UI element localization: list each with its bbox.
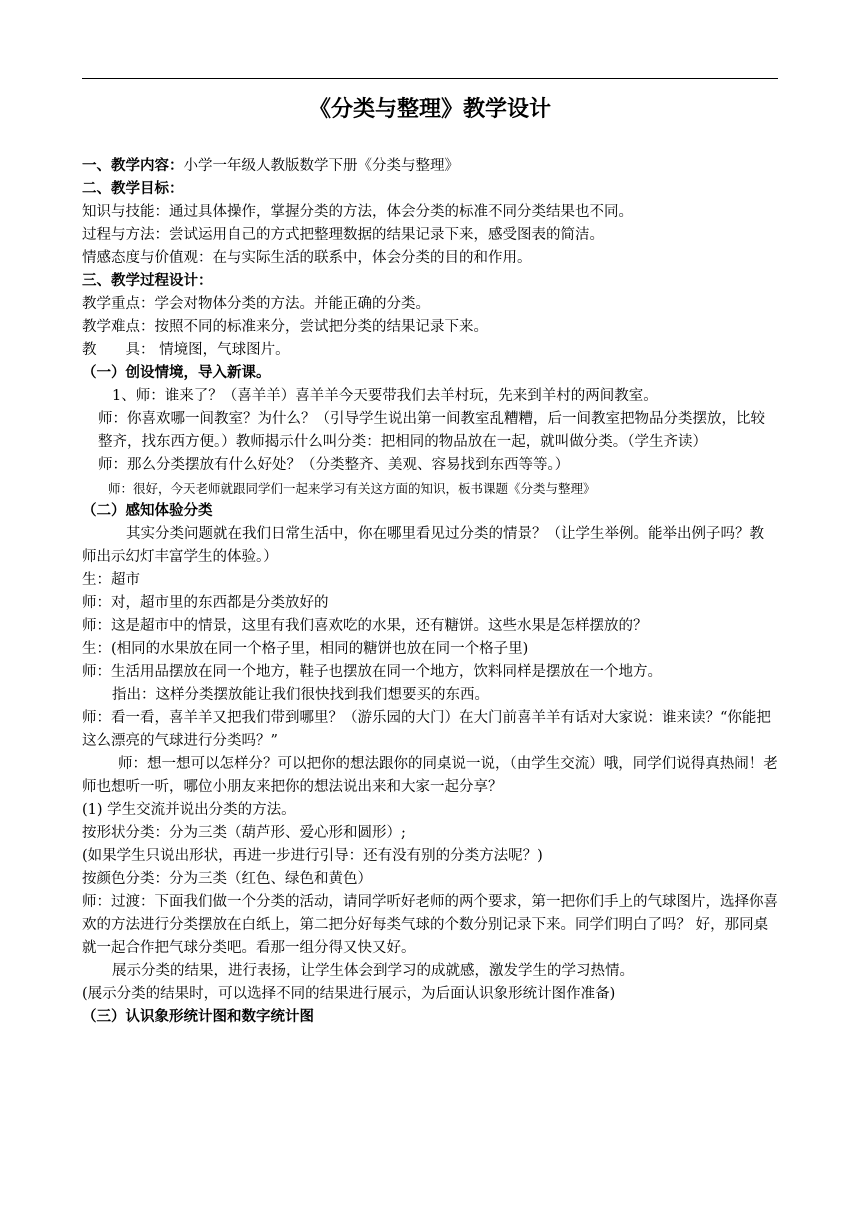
document-body xyxy=(82,155,778,1029)
section2-para-12: (如果学生只说出形状，再进一步进行引导：还有没有别的分类方法呢？) xyxy=(82,848,543,864)
line-teaching-goals: 二、教学目标： xyxy=(82,181,184,197)
section1-para-1: 1、师：谁来了？（喜羊羊）喜羊羊今天要带我们去羊村玩，先来到羊村的两间教室。 xyxy=(112,388,658,404)
section2-para-1: 其实分类问题就在我们日常生活中，你在哪里看见过分类的情景？（让学生举例。能举出例子吗？教师出示幻灯丰富学生的体验。） xyxy=(82,526,764,565)
section3-heading: （三）认识象形统计图和数字统计图 xyxy=(82,1009,314,1025)
section1-para-3: 师：那么分类摆放有什么好处？（分类整齐、美观、容易找到东西等等。） xyxy=(98,457,570,473)
section1-para-4: 师：很好，今天老师就跟同学们一起来学习有关这方面的知识，板书课题《分类与整理》 xyxy=(108,481,596,496)
line-difficulty: 教学难点：按照不同的标准来分，尝试把分类的结果记录下来。 xyxy=(82,319,488,335)
section2-heading: （二）感知体验分类 xyxy=(82,503,213,519)
section2-para-7: 指出：这样分类摆放能让我们很快找到我们想要买的东西。 xyxy=(112,687,489,703)
section2-para-2: 生：超市 xyxy=(82,572,140,588)
line-process-design: 三、教学过程设计： xyxy=(82,273,213,289)
section1-heading: （一）创设情境，导入新课。 xyxy=(82,365,271,381)
section2-para-6: 师：生活用品摆放在同一个地方，鞋子也摆放在同一个地方，饮料同样是摆放在一个地方。 xyxy=(82,664,662,680)
line-goal-knowledge: 知识与技能：通过具体操作，掌握分类的方法，体会分类的标准不同分类结果也不同。 xyxy=(82,204,633,220)
line-teaching-aids: 教 具： 情境图，气球图片。 xyxy=(82,342,290,358)
line-goal-process: 过程与方法：尝试运用自己的方式把整理数据的结果记录下来，感受图表的简洁。 xyxy=(82,227,604,243)
section2-para-11: 按形状分类：分为三类（葫芦形、爱心形和圆形）; xyxy=(82,825,406,841)
section2-para-5: 生：(相同的水果放在同一个格子里，相同的糖饼也放在同一个格子里) xyxy=(82,641,529,657)
section2-para-10: (1) 学生交流并说出分类的方法。 xyxy=(82,802,296,818)
section2-para-3: 师：对，超市里的东西都是分类放好的 xyxy=(82,595,329,611)
header-rule xyxy=(82,78,778,79)
section2-para-8: 师：看一看，喜羊羊又把我们带到哪里？（游乐园的大门）在大门前喜羊羊有话对大家说：谁来读？“你能把这么漂亮的气球进行分类吗？” xyxy=(82,710,771,749)
section1-para-2: 师：你喜欢哪一间教室？为什么？（引导学生说出第一间教室乱糟糟，后一间教室把物品分类摆放，比较整齐，找东西方便。）教师揭示什么叫分类：把相同的物品放在一起，就叫做分类。（学生齐读） xyxy=(98,411,765,450)
line-goal-emotion: 情感态度与价值观：在与实际生活的联系中，体会分类的目的和作用。 xyxy=(82,250,532,266)
section2-para-14: 师：过渡：下面我们做一个分类的活动，请同学听好老师的两个要求，第一把你们手上的气球图片，选择你喜欢的方法进行分类摆放在白纸上，第二把分好每类气球的个数分别记录下来。同学们明白了吗？ 好，那同桌就一起合作把气球分类吧。看那一组分得又快又好。 xyxy=(82,894,778,956)
line-teaching-content: 一、教学内容：小学一年级人教版数学下册《分类与整理》 xyxy=(82,158,459,174)
section2-para-13: 按颜色分类：分为三类（红色、绿色和黄色） xyxy=(82,871,372,887)
section2-para-4: 师：这是超市中的情景，这里有我们喜欢吃的水果，还有糖饼。这些水果是怎样摆放的？ xyxy=(82,618,648,634)
document-title: 《分类与整理》教学设计 xyxy=(308,97,551,122)
section2-para-16: (展示分类的结果时，可以选择不同的结果进行展示，为后面认识象形统计图作准备) xyxy=(82,986,616,1002)
section2-para-9: 师：想一想可以怎样分？可以把你的想法跟你的同桌说一说，（由学生交流）哦，同学们说得真热闹！老师也想听一听，哪位小朋友来把你的想法说出来和大家一起分享？ xyxy=(82,756,778,795)
section2-para-15: 展示分类的结果，进行表扬，让学生体会到学习的成就感，激发学生的学习热情。 xyxy=(112,963,634,979)
line-key-point: 教学重点：学会对物体分类的方法。并能正确的分类。 xyxy=(82,296,430,312)
